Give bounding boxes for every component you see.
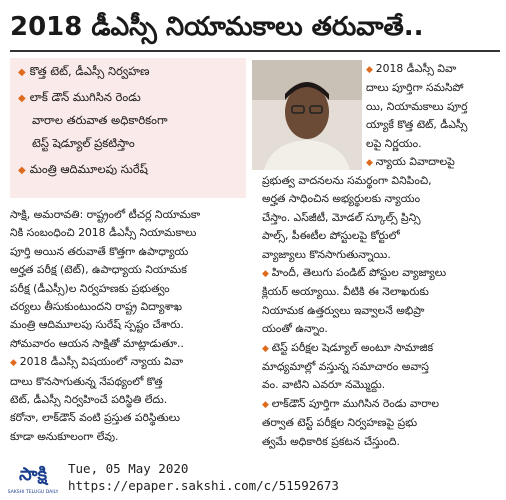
text-line: యంతో ఉన్నాం. bbox=[262, 322, 328, 336]
highlight-item bbox=[18, 60, 149, 84]
text-line: మంత్రి ఆదిమూలపు సురేష్ స్పష్టం చేశారు. bbox=[10, 318, 184, 332]
portrait-icon bbox=[252, 60, 362, 170]
text-line: టెట్, డీఎస్సీ నిర్వహించే పరిస్థితి లేదు. bbox=[10, 393, 168, 407]
text-line: కరోనా, లాక్‌డౌన్ వంటి ప్రస్తుత పరిస్థితులు bbox=[10, 411, 181, 425]
highlight-item bbox=[32, 109, 168, 132]
highlight-text: వారాల తరువాత అధికారికంగా bbox=[32, 113, 168, 127]
highlight-item bbox=[18, 86, 141, 110]
text-line: సాక్షి, అమరావతి: రాష్ట్రంలో టీచర్ల నియామకా bbox=[10, 208, 201, 221]
headline: 2018 డీఎస్సీ నియామకాలు తరువాతే.. bbox=[10, 12, 424, 42]
bullet-icon: ◆ bbox=[366, 158, 376, 169]
text-line: ◆ 2018 డీఎస్సీ విషయంలో న్యాయ వివా bbox=[10, 355, 184, 369]
text-line: వం. వాటిని ఎవరూ నమ్మొద్దు. bbox=[262, 378, 386, 392]
text-line: చేస్తాం. ఎస్‌జీటీ, మోడల్ స్కూల్స్ ప్రిన్సి bbox=[262, 210, 421, 224]
text-line: కూడా అనుకూలంగా లేవు. bbox=[10, 429, 119, 443]
svg-text:సాక్షి: సాక్షి bbox=[19, 464, 47, 485]
text-line: పూర్తి అయిన తరువాతే కొత్తగా ఉపాధ్యాయ bbox=[10, 244, 189, 258]
footer bbox=[8, 458, 498, 496]
right-column bbox=[262, 172, 504, 451]
highlight-text: మంత్రి ఆదిమూలపు సురేష్ bbox=[29, 162, 148, 176]
text-line: అర్హత పరీక్ష (టెట్), ఉపాధ్యాయ నియామక bbox=[10, 263, 187, 277]
highlight-item bbox=[18, 158, 148, 182]
text-line: ◆ లాక్‌డౌన్ పూర్తిగా ముగిసిన రెండు వారాల bbox=[262, 396, 440, 410]
text-line: మాధ్యమాల్లో వస్తున్న సమాచారం అవాస్త bbox=[262, 360, 429, 374]
left-column bbox=[10, 206, 250, 446]
footer-date: Tue, 05 May 2020 bbox=[68, 461, 189, 476]
footer-meta bbox=[68, 460, 339, 494]
text-line: ◆ హిందీ, తెలుగు పండిట్ పోస్టుల వ్యాజ్యాలు bbox=[262, 266, 447, 280]
text-line: ప్రభుత్వ వాదనలను సమర్థంగా వినిపించి, bbox=[262, 174, 432, 187]
bullet-icon: ◆ bbox=[262, 399, 272, 410]
bullet-icon: ◆ bbox=[10, 358, 20, 369]
svg-text:SAKSHI TELUGU DAILY: SAKSHI TELUGU DAILY bbox=[8, 490, 58, 495]
text-line: పాల్స్, పీఈటీల పోస్టులపై కోర్టులో bbox=[262, 229, 400, 243]
text-line: సోమవారం ఆయన సాక్షితో మాట్లాడుతూ.. bbox=[10, 336, 184, 350]
text-line: తర్వాత టెస్ట్ పరీక్షల నిర్వహణపై ప్రభు bbox=[262, 416, 418, 430]
minister-photo bbox=[252, 60, 362, 170]
highlight-text: కొత్త టెట్, డీఎస్సీ నిర్వహణ bbox=[29, 64, 150, 78]
text-line: త్వమే అధికారిక ప్రకటన చేస్తుంది. bbox=[262, 434, 400, 448]
highlights-box bbox=[10, 58, 246, 198]
footer-url[interactable]: https://epaper.sakshi.com/c/51592673 bbox=[68, 478, 339, 493]
text-line: దాలు పూర్తిగా సమసిపో bbox=[366, 81, 464, 95]
text-line: వ్యాజ్యాలు కొనసాగుతున్నాయి. bbox=[262, 247, 391, 261]
text-line: నియామక ఉత్తర్వులు ఇవ్వాలనే అభిప్రా bbox=[262, 303, 425, 317]
highlight-text: టెస్ట్ షెడ్యూల్ ప్రకటిస్తాం bbox=[32, 136, 135, 150]
text-line: యి, నియామకాలు పూర్త bbox=[366, 99, 468, 113]
bullet-icon: ◆ bbox=[366, 65, 376, 75]
text-line: చర్యలు తీసుకుంటుందని రాష్ట్ర విద్యాశాఖ bbox=[10, 300, 182, 314]
text-line: పరీక్ష (డీఎస్సీ)ల నిర్వహణకు ప్రభుత్వం bbox=[10, 281, 170, 295]
text-line: దాలు కొనసాగుతున్న నేపథ్యంలో కొత్త bbox=[10, 374, 163, 388]
highlight-text: లాక్ డౌన్ ముగిసిన రెండు bbox=[29, 90, 141, 104]
right-top-column bbox=[366, 60, 504, 172]
bullet-icon: ◆ bbox=[262, 269, 272, 280]
headline-rule bbox=[10, 50, 500, 52]
highlight-item bbox=[32, 132, 135, 155]
bullet-icon: ◆ bbox=[18, 67, 26, 78]
text-line: య్యాకే కొత్త టెట్, డీఎస్సీ bbox=[366, 118, 468, 132]
text-line: నికి సంబంధించి 2018 డీఎస్సీ నియామకాలు bbox=[10, 226, 197, 240]
text-line: ◆ న్యాయ వివాదాలపై bbox=[366, 155, 455, 169]
text-line: ◆ 2018 డీఎస్సీ వివా bbox=[366, 62, 457, 75]
text-line: అర్హత సాధించిన అభ్యర్థులకు న్యాయం bbox=[262, 192, 421, 206]
text-line: క్లియర్ అయ్యాయి. వీటికి ఈ నెలాఖరుకు bbox=[262, 285, 429, 299]
bullet-icon: ◆ bbox=[18, 93, 26, 104]
sakshi-logo bbox=[8, 458, 58, 496]
text-line: లపై నిర్ణయం. bbox=[366, 136, 422, 150]
bullet-icon: ◆ bbox=[262, 343, 272, 354]
text-line: ◆ టెస్ట్ పరీక్షల షెడ్యూల్ అంటూ సామాజిక bbox=[262, 340, 434, 354]
bullet-icon: ◆ bbox=[18, 165, 26, 176]
